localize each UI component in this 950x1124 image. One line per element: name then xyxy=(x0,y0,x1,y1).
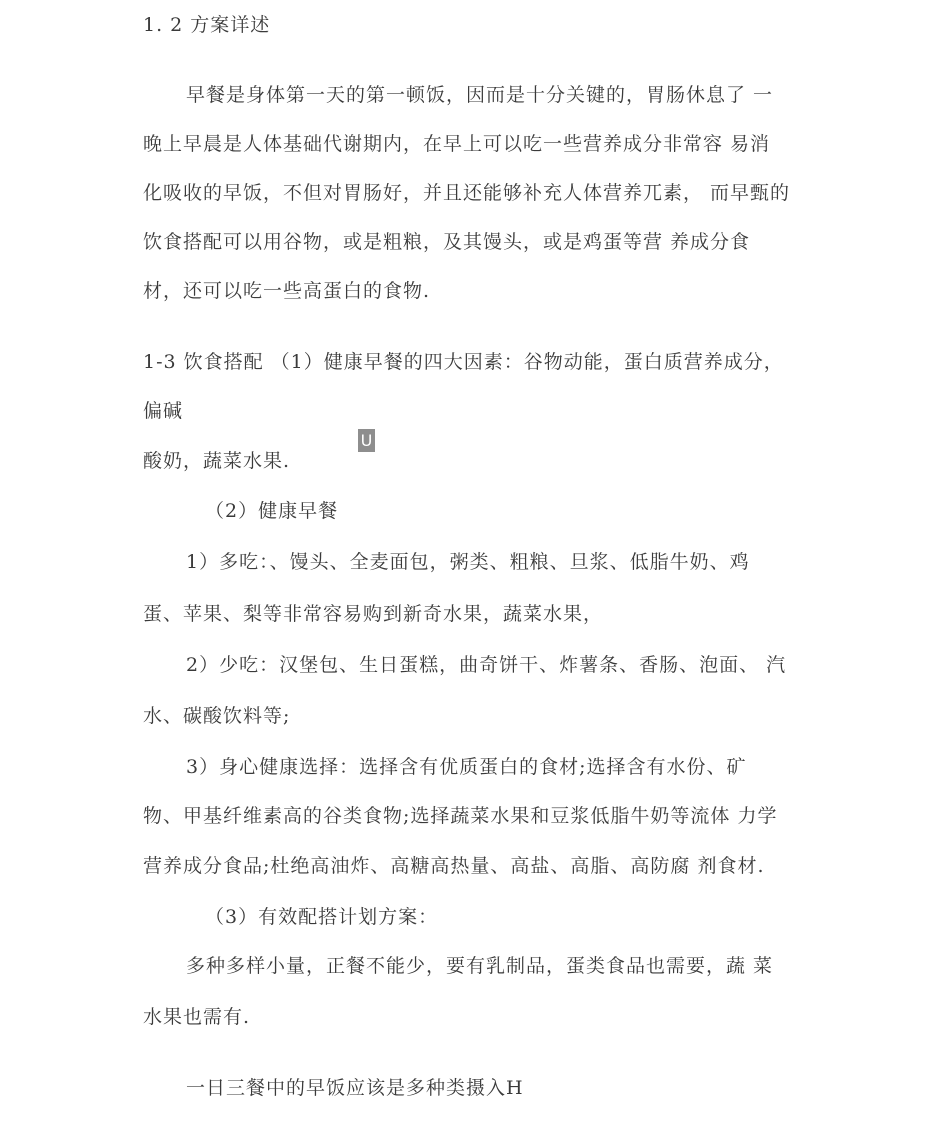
paragraph-line: 酸奶，蔬菜水果. xyxy=(143,450,291,472)
paragraph-line: 蛋、苹果、梨等非常容易购到新奇水果，蔬菜水果， xyxy=(143,603,604,625)
paragraph-line: 一日三餐中的早饭应该是多种类摄入H xyxy=(186,1077,524,1099)
paragraph-line: 水、碳酸饮料等; xyxy=(143,705,291,727)
subheading: （3）有效配搭计划方案： xyxy=(205,906,439,928)
subheading: （2）健康早餐 xyxy=(205,500,339,522)
paragraph-line: 饮食搭配可以用谷物，或是粗粮，及其馒头，或是鸡蛋等营 养成分食 xyxy=(143,231,751,253)
paragraph-line: 水果也需有. xyxy=(143,1006,251,1028)
section-title: 1. 2 方案详述 xyxy=(143,14,271,36)
diet-heading-continued: 偏碱 xyxy=(143,400,184,422)
paragraph-line: 1）多吃：、馒头、全麦面包，粥类、粗粮、旦浆、低脂牛奶、鸡 xyxy=(186,551,750,573)
paragraph-line: 3）身心健康选择：选择含有优质蛋白的食材;选择含有水份、矿 xyxy=(186,756,747,778)
diet-heading: 1-3 饮食搭配 （1）健康早餐的四大因素：谷物动能，蛋白质营养成分， xyxy=(143,351,784,373)
paragraph-line: 2）少吃：汉堡包、生日蛋糕，曲奇饼干、炸薯条、香肠、泡面、 汽 xyxy=(186,654,787,676)
paragraph-line: 早餐是身体第一天的第一顿饭，因而是十分关键的，胃肠休息了 一 xyxy=(186,84,774,106)
text-cursor-marker: U xyxy=(358,429,375,452)
paragraph-line: 材，还可以吃一些高蛋白的食物. xyxy=(143,280,431,302)
paragraph-line: 营养成分食品;杜绝高油炸、高糖高热量、高盐、高脂、高防腐 剂食材. xyxy=(143,855,765,877)
paragraph-line: 化吸收的早饭，不但对胃肠好，并且还能够补充人体营养兀素， 而早甄的 xyxy=(143,182,791,204)
paragraph-line: 晚上早晨是人体基础代谢期内，在早上可以吃一些营养成分非常容 易消 xyxy=(143,133,771,155)
paragraph-line: 物、甲基纤维素高的谷类食物;选择蔬菜水果和豆浆低脂牛奶等流体 力学 xyxy=(143,805,778,827)
paragraph-line: 多种多样小量，正餐不能少，要有乳制品，蛋类食品也需要，蔬 菜 xyxy=(186,955,774,977)
